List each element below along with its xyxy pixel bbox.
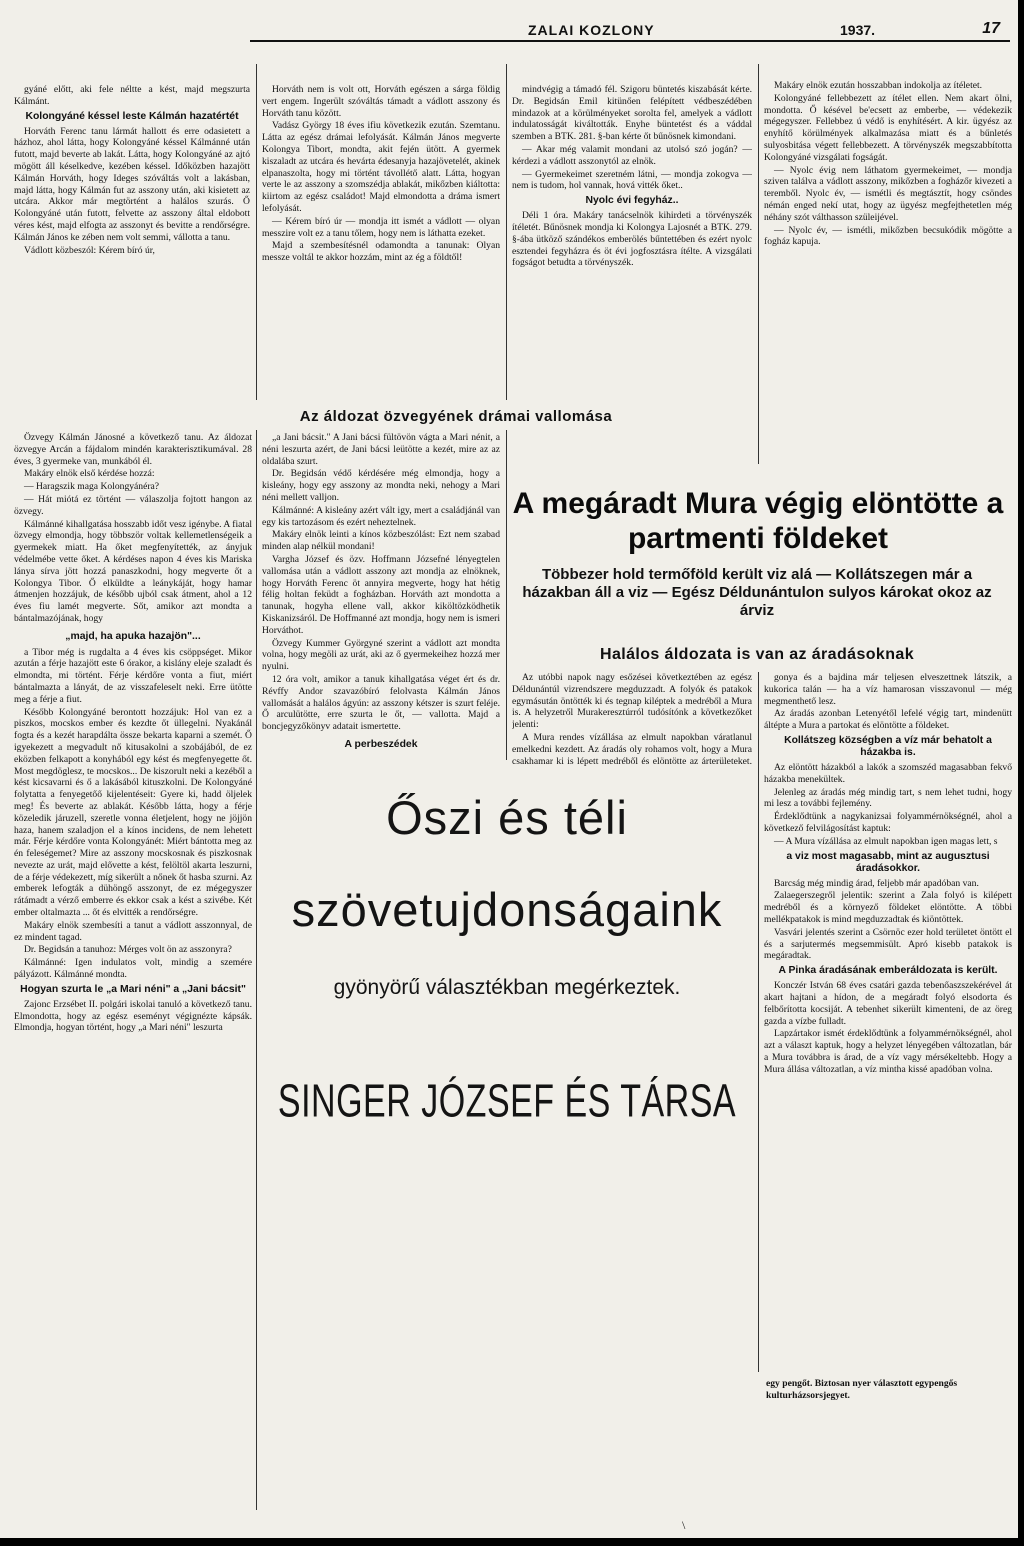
lottery-note: egy pengőt. Biztosan nyer választott egypengős kulturházsorsjegyet. [766, 1378, 958, 1401]
column-divider [256, 430, 257, 1510]
article-column-3 [512, 84, 752, 464]
paragraph: Az áradás azonban Letenyétől lefelé végig tart, mindenütt áltépte a Mura a partokat és elöntötte a földeket. [764, 708, 1012, 732]
paragraph: — Hát miótá ez történt — válaszolja fojtott hangon az özvegy. [14, 493, 252, 517]
paragraph: Később Kolongyáné berontott hozzájuk: Hol van ez a piszkos, mocskos ember és kezdte őt üllegelni. Nyakánál fogta és a kezét harapdálta össze bekarta kaparni a szemét. Ő igyekezett a megvadult nő kitusakolni a szobájából, de ez eközben felkapott a konyhából egy kést és megfenyegette őt. Most megdöglesz, te mocskos... De kiszorult neki a kezéből a kést kicsavarni és ő a lakásából kituszkolni. De Kolongyáné folytatta a fenyegetőő kijelentéseit: Gyere ki, hadd öljelek meg! És beverte az ablakát. Később látta, hogy a férje közeledik járuzell, szeretle vonna életjelent, hogy ne jöjjön haza, hanem szaladjon el a kínos incidens, de nem lehetett már. Férje kérdőre vonta Kolongyánét: Miért bántotta meg az én feleségemet? Mire az asszony mocskosnak és piszkosnak nevezte az urát, majd elővette a kést, felöltöl akarta leszurni, de a férje védekezett, míg sikerült a nőnek őt hasba szurni. Az emberek lefogták a dühöngő asszonyt, de ez mégegyszer rátámadt a vérző emberre és ekkor csak a kést a szivébe. Két ember oltalmazta ... őt és elvitték a rendőrségre. [14, 706, 252, 919]
paragraph: — Haragszik maga Kolongyánéra? [24, 481, 160, 493]
paragraph: Érdeklődtünk a nagykanizsai folyammérnökségnél, ahol a következő felvilágosítást kaptuk: [764, 811, 1012, 834]
paragraph: Makáry elnök első kérdése hozzá: [24, 468, 155, 480]
paragraph: Zalaegerszegről jelentik: szerint a Zala folyó is kilépett medréből és a környező földeket elöntötte. A többi mellékpatakok is mind megduzzadtak és kiöntöttek. [764, 890, 1012, 925]
ad-tagline: gyönyörű választékban megérkeztek. [333, 976, 681, 999]
paragraph: Zajonc Erzsébet II. polgári iskolai tanuló a következő tanu. Elmondotta, hogy az egész eseményt végignézte kápsák. Elmondja, hogyan történt, hogy „a Mari néni" leszurta [14, 998, 252, 1034]
paragraph [262, 755, 500, 756]
paragraph: 12 óra volt, amikor a tanuk kihallgatása véget ért és dr. Révffy Andor szavazóbíró felolvasta Kálmán János vallomását a halálos ágyún: az asszony kétszer is szurt feléje. Ő arculütötte, erre szurta le őt, — vallotta. Majd a boncjegyzőkönyv adatait ismertette. [262, 673, 500, 733]
mura-headline: A megáradt Mura végig elöntötte a partmenti földeket [512, 487, 1004, 555]
ad-headline-2: szövetujdonságaink [291, 883, 723, 936]
paragraph: Dr. Begidsán védő kérdésére még elmondja, hogy a kisleány, hogy egy asszony az mondta neki, nehogy a Mari néni mellett valljon. [262, 468, 500, 503]
paragraph: „a Jani bácsit." A Jani bácsi fültövön vágta a Mari nénit, a néni leszurta azért, de Jani bácsi leütötte a kezét, mire az az oldalába szurt. [262, 432, 500, 467]
paragraph: Horváth nem is volt ott, Horváth egészen a sárga földig vert engem. Ingerült szóváltás támadt a vádlott asszony és Horváth tanu között. [262, 84, 500, 119]
column-divider [256, 64, 257, 400]
paragraph: gonya és a bajdina már teljesen elveszettnek látszik, a kukorica talán — ha a víz hamarosan visszavonul — még megmenthető lesz. [764, 672, 1012, 707]
paragraph: Vasvári jelentés szerint a Csörnöc ezer hold területet öntött el és a sarjutermés megsemmisült. Apró kisebb patakok is megáradtak. [764, 926, 1012, 962]
article-column-7 [512, 672, 752, 768]
paragraph: Makáry elnök szembesíti a tanut a vádlott asszonnyal, de ez mindent tagad. [14, 919, 252, 943]
paragraph: Özvegy Kummer Györgyné szerint a vádlott azt mondta volna, hogy megöli az urát, aki az ő gyermekeihez hozzá mer nyulni. [262, 637, 500, 673]
paragraph: A Mura rendes vízállása az elmult napokban váratlanul emelkedni kezdett. Az áradás oly rohamos volt, hogy a Mura csakhamar ki is lépett medréből és elöntötte az árterületeket. [512, 731, 752, 767]
paragraph: Az elöntött házakból a lakók a szomszéd magasabban fekvő házakba menekültek. [764, 761, 1012, 785]
column-divider [506, 430, 507, 760]
paragraph: Kolongyáné fellebbezett az ítélet ellen. Nem akart ölni, mondotta. Ő késével be'ecsett az emberbe, — védekezik mégegyszer. Fellebbez ú védő is enyhítésért. A kir. ügyész az enyhítő körülmények alkalmazása miatt és a bűnletés sulyosbitása végett fellebbezett. A törvényszék megszabbította Kolongyáné vizsgálati fogságát. [764, 92, 1012, 163]
paragraph: Majd a szembesítésnél odamondta a tanunak: Olyan messze voltál te akkor hozzám, mint az ég a földtől! [262, 240, 500, 264]
paragraph: Barcság még mindig árad, feljebb már apadóban van. [774, 877, 979, 889]
article-column-1 [14, 84, 250, 394]
subheading: Nyolc évi fegyház.. [585, 195, 679, 207]
stray-mark: \ [682, 1518, 686, 1532]
issue-year: 1937. [840, 22, 876, 38]
ad-headline: Őszi és téli [386, 791, 628, 844]
paragraph: — Kérem bíró úr — mondja itt ismét a vádlott — olyan messzire volt ez a tanu tőlem, hogy nem is láthatta ezeket. [262, 215, 500, 239]
newspaper-title: ZALAI KOZLONY [528, 22, 655, 38]
column-divider [506, 64, 507, 400]
paragraph: Kálmánné: A kisleány azért vált igy, mert a családjánál van egy kis tartozásom és ezért neheztelnek. [262, 504, 500, 528]
paragraph: — A Mura vízállása az elmult napokban igen magas lett, s [774, 835, 998, 847]
paragraph: — Akar még valamit mondani az utolsó szó jogán? — kérdezi a vádlott asszonytól az elnök. [512, 143, 752, 167]
mura-subheadline: Többezer hold termőföld került viz alá — Kollátszegen már a házakban áll a viz — Egész Déldunántulon sulyos károkat okoz az árviz [522, 566, 992, 619]
article-column-8 [764, 672, 1012, 1372]
quote-subheading: „majd, ha apuka hazajön"... [65, 630, 201, 642]
paragraph: Vargha József és özv. Hoffmann Józsefné lényegtelen vallomása után a vádlott asszony azt mondja az elnöknek, hogy Horváth Ferenc öt annyira megverte, hogy hat hétig félig holtan feküdt a fogházban. Horváth azt mondotta a tanunak, hogyha ellene vall, akkor kiköltözködhetik Kiskanizsáról. De Hoffmanné azt mondja, hogy nem is ismeri Horváthot. [262, 553, 500, 636]
paragraph: — Nyolc évig nem láthatom gyermekeimet, — mondja sziven találva a vádlott asszony, mikőzben a fogházőr kivezeti a teremből. Nyolc év, — ismétli és megtásztít, hogy csöndes némán enged nekí utat, hogy az ügyész megfejthetetlen még néhány szót válthasson szüleijével. [764, 164, 1012, 223]
paragraph: Makáry elnök leinti a kínos közbeszólást: Ezt nem szabad minden alap nélkül mondani! [262, 529, 500, 553]
mura-secondary-headline: Halálos áldozata is van az áradásoknak [599, 646, 914, 663]
paragraph: Az utóbbi napok nagy esőzései következtében az egész Déldunántúl vizrendszere megduzzadt. A folyók és patakok egymásután öntötték ki és tegnap kiléptek a medréből a Mura is. A helyzetről Murakeresztúrról tudósítónk a következőket jelenti: [512, 672, 752, 731]
subheading: A perbeszédek [344, 738, 418, 750]
column-divider [758, 672, 759, 1372]
article-column-5 [14, 432, 252, 1502]
paragraph: Özvegy Kálmán Jánosné a következő tanu. Az áldozat özvegye Arcán a fájdalom mindén karakterisztikumával. 28 éves, 3 gyermeke van, munkából él. [14, 432, 252, 467]
paragraph: Déli 1 óra. Makáry tanácselnök kihirdeti a törvényszék ítéletét. Bűnösnek mondja ki Kolongya Lajosnét a BTK. 279. §-ába ütköző szándékos emberölés bűntettében és ezért nyolc esztendei fegyházra és öt évi jogfosztásra ítélte. A vizsgálati fogságot betudta a törvényszék. [512, 210, 752, 269]
paragraph: a Tibor még is rugdalta a 4 éves kis csöppséget. Mikor azután a férje hazajött este 6 órakor, a kislány eleje szaladt és elmondta, mi történt. Férje kérdőre vonta a fiut, miért bántalmazta a lányát, de az visszafeleselt neki. Erre ütötte meg a férje a fiut. [14, 646, 252, 705]
paragraph: Vádlott közbeszól: Kérem bíró úr, [24, 244, 155, 256]
subheading: Kolongyáné késsel leste Kálmán hazatértét [25, 110, 239, 122]
subheading: Kollátszeg községben a víz már behatolt a házakba is. [784, 734, 992, 758]
article-column-4 [764, 80, 1012, 464]
paragraph: Kálmánné: Igen indulatos volt, mindig a szemére pályázott. Kálmánné mondta. [14, 957, 252, 981]
subheading: Hogyan szurta le „a Mari néni" a „Jani bácsit" [20, 983, 246, 995]
ad-company-name: SINGER JÓZSEF ÉS TÁRSA [277, 1076, 737, 1128]
paragraph: gyáné előtt, aki fele néltte a kést, majd megszurta Kálmánt. [14, 84, 250, 107]
scan-border-bottom [0, 1538, 1024, 1546]
paragraph: mindvégig a támadó fél. Szigoru büntetés kiszabását kérte. Dr. Begidsán Emil kitünően felépített védbeszédében mindazok at a körülményeket sorolta fel, amelyek a vádlott indulatosságát kiváltották. Enyhe büntetést és a váddal szemben a BTK. 281. §-ban kérte őt bűnösnek kimondani. [512, 84, 752, 143]
paragraph: — Nyolc év, — ismétli, mikőzben becsukódik mögötte a fogház kapuja. [764, 224, 1012, 248]
subheading: a viz most magasabb, mint az augusztusi áradásokkor. [786, 850, 990, 874]
paragraph: — Gyermekeimet szeretném látni, — mondja zokogva — nem is tudom, hol vannak, hová vitték őket.. [512, 168, 752, 192]
paragraph: Horváth Ferenc tanu lármát hallott és erre odasietett a házhoz, ahol látta, hogy Kolongyáné késsel Kálmánné után futott, majd beverte ab lakát. Látta, hogy Kolongyáné az ajtó mögött áll késelkedve, kezében késsel. Időközben hazajött Kálmán Horváth, hogy Ideges szóváltás volt a lakásban, majd látta, hogy Kálmán fut az asszony után, aki kisietett az utcára. Akkor már megtörtént a halálos szurás. Ő Kolongyáné után futott, felvette az asszony által eldobott véres kést, majd elfogta az asszonyt és bevitte a rendőrségre. Kálmán János ke zében nem volt semmi, vállotta a tanu. [14, 125, 250, 243]
paragraph: Vadász György 18 éves ifiu következik ezután. Szemtanu. Látta az egész drámai lefolyását. Kálmán János megverte Kolongya Tibort, mondta, akit fején ütött. A gyermek kiszaladt az utcára és hevárta édesanyja hazajövetelét, akinek elpanaszolta, hogy mi történt távollétő alatt. Látta, hogyan verte le az asszony a szomszédja ablakát, mikőzben kiáltotta: kiirtom az egész családot! Majd elmondotta a dráma ismert lefolyását. [262, 120, 500, 214]
article-banner-headline: Az áldozat özvegyének drámai vallomása [299, 408, 613, 425]
singer-advertisement [262, 770, 752, 1500]
article-column-2 [262, 84, 500, 394]
scan-border-right [1018, 0, 1024, 1546]
paragraph: Konczér István 68 éves csatári gazda tebenőaszszekérével át akart hajtani a hídon, de a megáradt folyó elsodorta és felbőrította kocsiját. A tebenhet sikerült kimenteni, de az öreg gazda a vízbe fulladt. [764, 980, 1012, 1027]
page-number: 17 [982, 20, 1000, 37]
paragraph: Dr. Begidsán a tanuhoz: Mérges volt ön az asszonyra? [24, 944, 232, 956]
paragraph: Makáry elnök ezután hosszabban indokolja az ítéletet. [774, 80, 983, 91]
paragraph: Jelenleg az áradás még mindig tart, s nem lehet tudni, hogy mi lesz a további fejlemény. [764, 786, 1012, 810]
column-divider [758, 64, 759, 464]
paragraph: Kálmánné kihallgatása hosszabb időt vesz igénybe. A fiatal özvegy elmondja, hogy többször voltak kellemetlenségeik a gyermekek miatt. Ha őket megfenyítették, az ányjuk védelmébe vette őket. A kérdéses napon 4 éves kis Mariska lánya sírva jött hozzá panaszkodni, hogy megverte őt a Kolongya Tibor. Ő elküldte a leánykáját, hogy hamar átmenjen hozzájuk, de később ujból csak átment, ahol a 12 éves fiu lamét megverte. Sőt, amikor azt mondta a bántalmazójának, hogy [14, 518, 252, 624]
article-column-6 [262, 432, 500, 756]
masthead [250, 14, 1010, 42]
subheading: A Pinka áradásának emberáldozata is került. [778, 965, 998, 977]
paragraph: Lapzártakor ismét érdeklődtünk a folyammérnökségnél, ahol azt a választ kaptuk, hogy a helyzet lényegében változatlan, bár a Mura továbbra is árad, de a víz vagy mérsékeltebb. Hogy a Mura állása változatlan, a víz mintha kissé apadóban volna. [764, 1028, 1012, 1075]
